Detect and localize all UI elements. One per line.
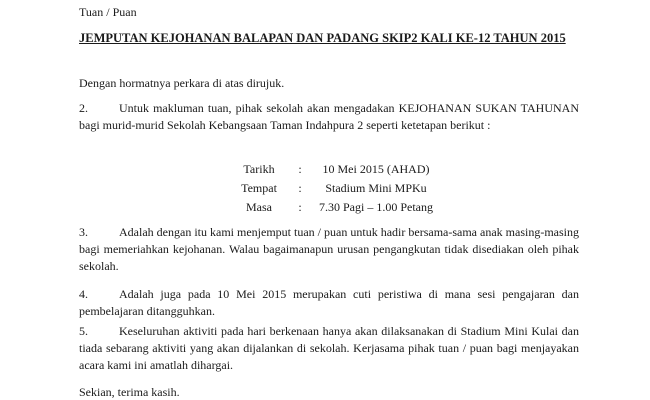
detail-label: Masa [246,200,272,214]
detail-separator: : [298,162,302,176]
letter-subject: JEMPUTAN KEJOHANAN BALAPAN DAN PADANG SKIP2 KALI KE-12 TAHUN 2015 [79,31,566,45]
paragraph-text: Adalah juga pada 10 Mei 2015 merupakan cuti peristiwa di mana sesi pengajaran dan pembelajaran ditangguhkan. [79,287,579,318]
salutation: Tuan / Puan [79,5,137,19]
detail-separator: : [298,181,302,195]
paragraph-number: 2. [79,101,88,115]
paragraph-2 [79,100,579,134]
paragraph-3 [79,224,579,275]
paragraph-number: 4. [79,287,88,301]
detail-value: 10 Mei 2015 (AHAD) [322,162,430,176]
paragraph-text: Keseluruhan aktiviti pada hari berkenaan hanya akan dilaksanakan di Stadium Mini Kulai dan tiada sebarang aktiviti yang akan dijalankan di sekolah. Kerjasama pihak tuan / puan bagi menjayakan acara kami ini amatlah dihargai. [79,324,579,372]
event-details-table [229,160,441,217]
opening-line: Dengan hormatnya perkara di atas dirujuk. [79,76,285,90]
detail-label: Tempat [241,181,277,195]
detail-value: 7.30 Pagi – 1.00 Petang [319,200,433,214]
paragraph-number: 3. [79,225,88,239]
detail-label: Tarikh [243,162,275,176]
paragraph-text: Adalah dengan itu kami menjemput tuan / puan untuk hadir bersama-sama anak masing-masing bagi memeriahkan kejohanan. Walau bagaimanapun urusan pengangkutan tidak disediakan oleh pihak sekolah. [79,225,579,273]
detail-value: Stadium Mini MPKu [325,181,427,195]
paragraph-5 [79,323,579,374]
detail-row-date [229,160,441,179]
detail-separator: : [298,200,302,214]
detail-row-time [229,198,441,217]
paragraph-4 [79,286,579,320]
paragraph-number: 5. [79,324,88,338]
detail-row-venue [229,179,441,198]
paragraph-text: Untuk makluman tuan, pihak sekolah akan mengadakan KEJOHANAN SUKAN TAHUNAN bagi murid-murid Sekolah Kebangsaan Taman Indahpura 2 seperti ketetapan berikut : [79,101,579,132]
closing-line: Sekian, terima kasih. [79,385,180,399]
